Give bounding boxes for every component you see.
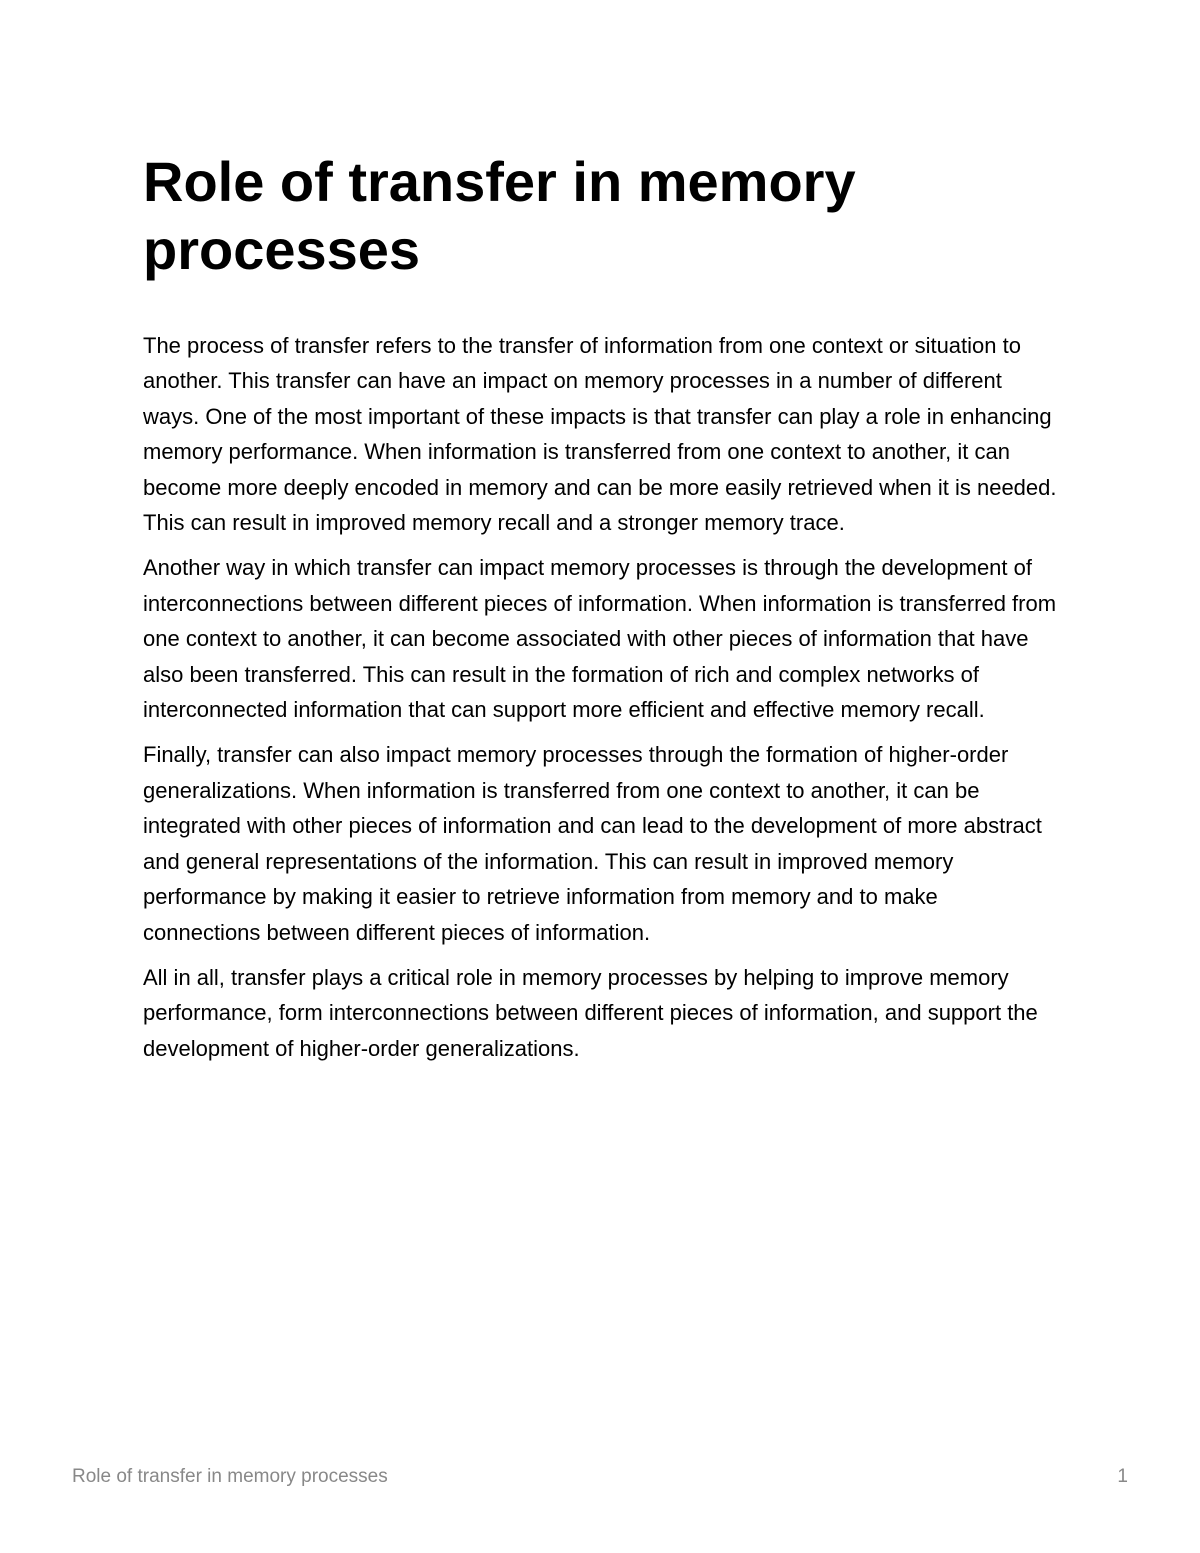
document-body xyxy=(143,148,1061,1076)
document-title: Role of transfer in memory processes xyxy=(143,150,856,281)
paragraph: Finally, transfer can also impact memory processes through the formation of higher-order generalizations. When information is transferred from one context to another, it can be integrated with other pieces of information and can lead to the development of more abstract and general representations of the information. This can result in improved memory performance by making it easier to retrieve information from memory and to make connections between different pieces of information. xyxy=(143,742,1042,945)
paragraph: All in all, transfer plays a critical role in memory processes by helping to improve memory performance, form interconnections between different pieces of information, and support the development of higher-order generalizations. xyxy=(143,964,1038,1061)
page-number: 1 xyxy=(1117,1466,1128,1487)
footer-title: Role of transfer in memory processes xyxy=(72,1466,388,1487)
paragraph: The process of transfer refers to the transfer of information from one context or situation to another. This transfer can have an impact on memory processes in a number of different ways. One of the most important of these impacts is that transfer can play a role in enhancing memory performance. When information is transferred from one context to another, it can become more deeply encoded in memory and can be more easily retrieved when it is needed. This can result in improved memory recall and a stronger memory trace. xyxy=(143,333,1057,536)
paragraph: Another way in which transfer can impact memory processes is through the development of interconnections between different pieces of information. When information is transferred from one context to another, it can become associated with other pieces of information that have also been transferred. This can result in the formation of rich and complex networks of interconnected information that can support more efficient and effective memory recall. xyxy=(143,555,1057,723)
